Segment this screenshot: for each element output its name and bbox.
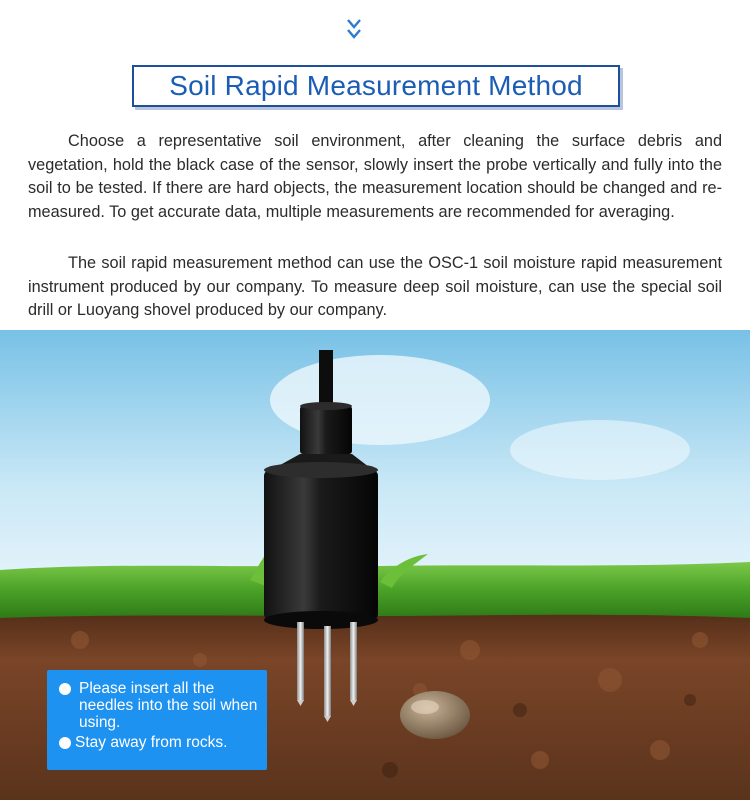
title-box	[132, 65, 620, 107]
list-item	[57, 734, 259, 751]
rock	[400, 691, 470, 739]
bullet-icon	[59, 683, 71, 695]
usage-tips-callout	[47, 670, 267, 770]
sensor-body-top	[264, 462, 378, 478]
instruction-paragraph: Choose a representative soil environment, after cleaning the surface debris and vegetation, hold the black case of the sensor, slowly insert the probe vertically and fully into the soil to be tested. If there are hard objects, the measurement location should be changed and re-measured. To get accurate data, multiple measurements are recommended for averaging.	[28, 132, 722, 221]
sensor-cap-top	[300, 402, 352, 410]
list-item	[57, 680, 259, 731]
tip-text: Please insert all the needles into the soil when using.	[79, 680, 258, 731]
instrument-paragraph: The soil rapid measurement method can use the OSC-1 soil moisture rapid measurement instrument produced by our company. To measure deep soil moisture, can use the special soil drill or Luoyang shovel produced by our company.	[28, 254, 722, 319]
sensor-body	[264, 470, 378, 620]
bullet-icon	[59, 737, 71, 749]
sensor-body-bottom	[264, 611, 378, 629]
tip-text: Stay away from rocks.	[75, 734, 228, 751]
sensor-cap	[300, 406, 352, 454]
cloud	[510, 420, 690, 480]
sensor-needle-right	[350, 622, 357, 700]
rock-highlight	[411, 700, 439, 714]
double-chevron-down-icon	[340, 16, 368, 46]
sensor-needle-middle	[324, 626, 331, 716]
sensor-needle-left	[297, 622, 304, 700]
page-title: Soil Rapid Measurement Method	[169, 70, 583, 101]
